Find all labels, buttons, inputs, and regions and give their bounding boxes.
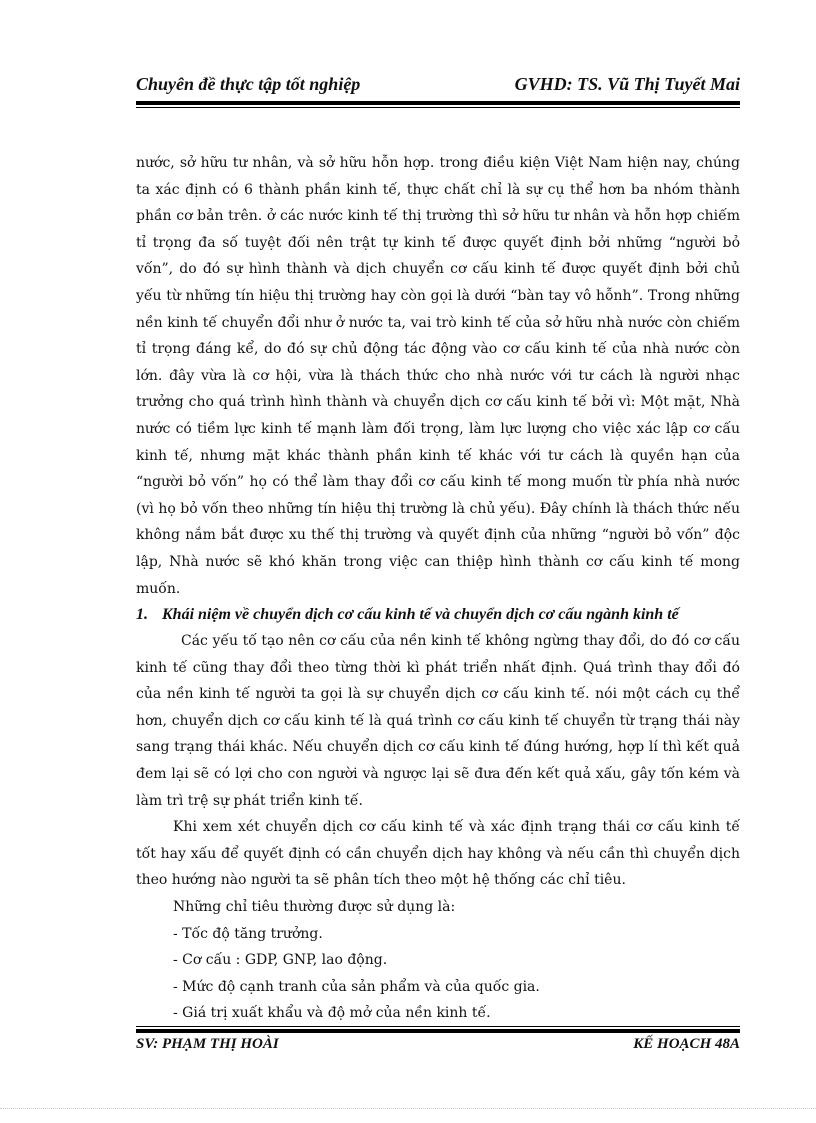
footer-rule-thin — [136, 1026, 740, 1027]
list-item: - Cơ cấu : GDP, GNP, lao động. — [173, 952, 388, 969]
list-item: - Mức độ cạnh tranh của sản phẩm và của quốc gia. — [173, 978, 540, 995]
footer-student-name: SV: PHẠM THỊ HOÀI — [136, 1036, 279, 1052]
header-rule — [136, 101, 740, 108]
page-break-line — [0, 1108, 816, 1109]
header-course-title: Chuyên đề thực tập tốt nghiệp — [136, 74, 361, 94]
page-footer — [136, 1034, 740, 1058]
header-rule-thick — [136, 101, 740, 105]
document-body — [136, 150, 740, 1027]
footer-rule — [136, 1026, 740, 1033]
list-item: - Tốc độ tăng trưởng. — [173, 925, 323, 942]
page-header — [136, 72, 740, 100]
section-heading — [136, 602, 740, 628]
footer-class: KẾ HOẠCH 48A — [633, 1036, 740, 1052]
footer-rule-thick — [136, 1029, 740, 1033]
section-number: 1. — [136, 606, 148, 624]
paragraph-continued: nước, sở hữu tư nhân, và sở hữu hỗn hợp. trong điều kiện Việt Nam hiện nay, chúng ta xác định có 6 thành phần kinh tế, thực chất chỉ là sự cụ thể hơn ba nhóm thành phần cơ bản trên. ở các nước kinh tế thị trường thì sở hữu tư nhân và hỗn hợp chiếm tỉ trọng đa số tuyệt đối nên trật tự kinh tế được quyết định bởi những “người bỏ vốn”, do đó sự hình thành và dịch chuyển cơ cấu kinh tế được quyết định bởi chủ yếu từ những tín hiệu thị trường hay còn gọi là dưới “bàn tay vô hỗnh”. Trong những nền kinh tế chuyển đổi như ở nước ta, vai trò kinh tế của sở hữu nhà nước còn chiếm tỉ trọng đáng kể, do đó sự chủ động tác động vào cơ cấu kinh tế của nhà nước còn lớn. đây vừa là cơ hội, vừa là thách thức cho nhà nước với tư cách là người nhạc trưởng cho quá trình hình thành và chuyển dịch cơ cấu kinh tế bởi vì: Một mặt, Nhà nước có tiềm lực kinh tế mạnh làm đối trọng, làm lực lượng cho việc xác lập cơ cấu kinh tế, nhưng mặt khác thành phần kinh tế khác với tư cách là quyền hạn của “người bỏ vốn” họ có thể làm thay đổi cơ cấu kinh tế mong muốn từ phía nhà nước (vì họ bỏ vốn theo những tín hiệu thị trường là chủ yếu). Đây chính là thách thức nếu không nắm bắt được xu thế thị trường và quyết định của những “người bỏ vốn” độc lập, Nhà nước sẽ khó khăn trong việc can thiệp hình thành cơ cấu kinh tế mong muốn. — [136, 155, 740, 597]
header-rule-thin — [136, 107, 740, 108]
list-item: - Giá trị xuất khẩu và độ mở của nền kinh tế. — [173, 1005, 491, 1022]
paragraph-analysis: Khi xem xét chuyển dịch cơ cấu kinh tế và xác định trạng thái cơ cấu kinh tế tốt hay xấu để quyết định có cần chuyển dịch hay không và nếu cần thì chuyển dịch theo hướng nào người ta sẽ phân tích theo một hệ thống các chỉ tiêu. — [136, 819, 740, 889]
header-supervisor: GVHD: TS. Vũ Thị Tuyết Mai — [514, 74, 740, 94]
indicator-list — [136, 894, 740, 1027]
section-heading-text: Khái niệm về chuyển dịch cơ cấu kinh tế và chuyển dịch cơ cấu ngành kinh tế — [162, 606, 679, 624]
list-intro: Những chỉ tiêu thường được sử dụng là: — [173, 899, 456, 916]
paragraph-definition: Các yếu tố tạo nên cơ cấu của nền kinh tế không ngừng thay đổi, do đó cơ cấu kinh tế cũng thay đổi theo từng thời kì phát triển nhất định. Quá trình thay đổi đó của nền kinh tế người ta gọi là sự chuyển dịch cơ cấu kinh tế. nói một cách cụ thể hơn, chuyển dịch cơ cấu kinh tế là quá trình cơ cấu kinh tế chuyển từ trạng thái này sang trạng thái khác. Nếu chuyển dịch cơ cấu kinh tế đúng hướng, hợp lí thì kết quả đem lại sẽ có lợi cho con người và ngược lại sẽ đưa đến kết quả xấu, gây tốn kém và làm trì trệ sự phát triển kinh tế. — [136, 633, 740, 809]
